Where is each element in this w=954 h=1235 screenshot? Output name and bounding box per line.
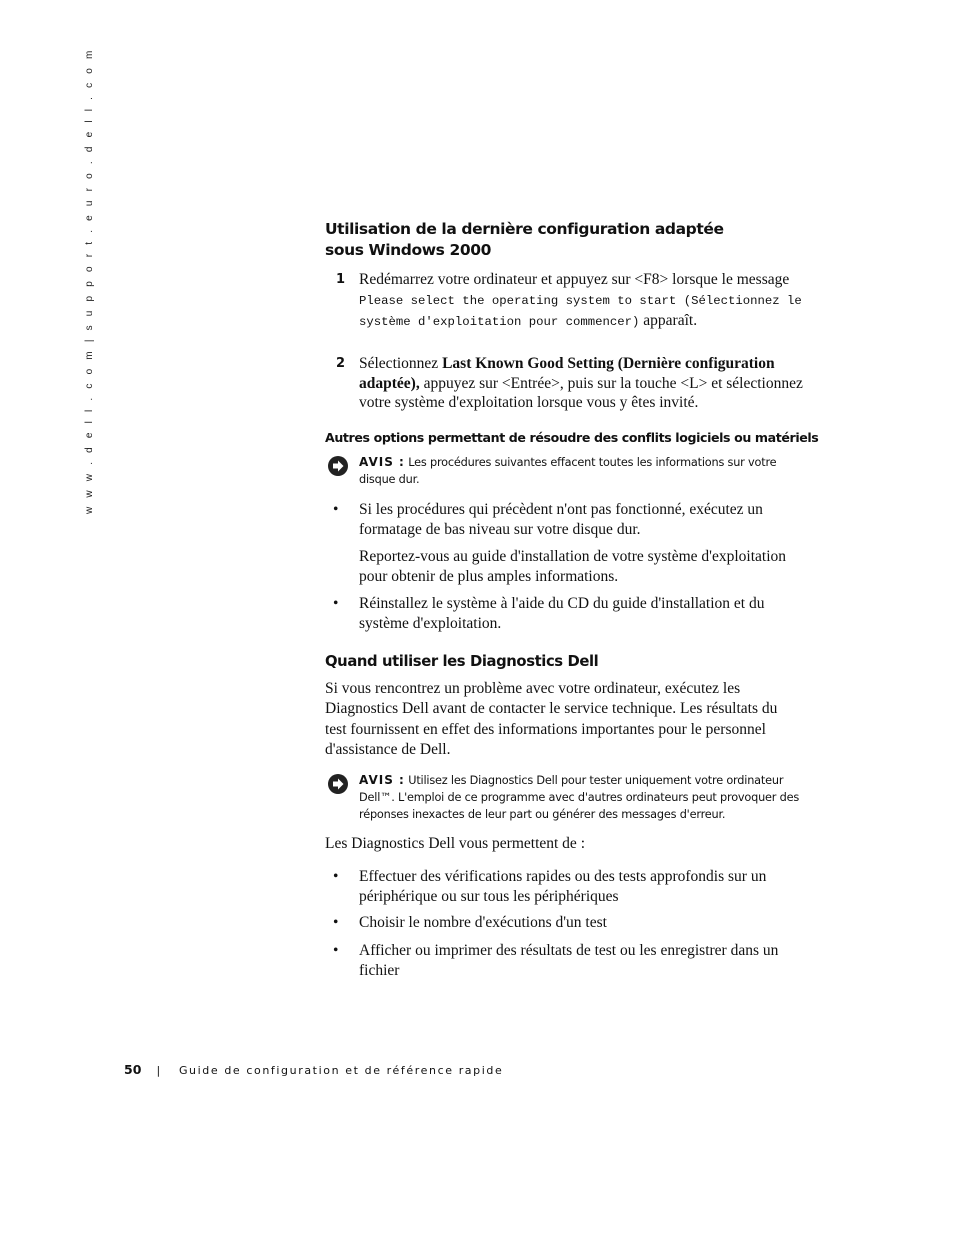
notice-2 bbox=[325, 772, 815, 826]
side-url-text: w w w . d e l l . c o m | s u p p o r t . e u r o . d e l l . c o m bbox=[84, 47, 95, 514]
paragraph-diagnostics-allow: Les Diagnostics Dell vous permettent de : bbox=[325, 835, 585, 852]
step-2-text-b: appuyez sur <Entrée>, puis sur la touche <L> et sélectionnez votre système d'exploitation lorsque vous y êtes invité. bbox=[359, 374, 803, 411]
step-2-number: 2 bbox=[336, 356, 346, 371]
bullet-low-level-format bbox=[325, 500, 810, 540]
list-item-text: Choisir le nombre d'exécutions d'un test bbox=[359, 914, 607, 931]
notice-arrow-icon bbox=[328, 456, 348, 476]
step-2-text bbox=[359, 354, 809, 413]
page-footer bbox=[124, 1062, 503, 1077]
notice-1-text: Les procédures suivantes effacent toutes les informations sur votre disque dur. bbox=[359, 456, 777, 486]
notice-1-label: AVIS : bbox=[359, 455, 405, 469]
bullet-mark: • bbox=[333, 595, 339, 612]
notice-1 bbox=[325, 454, 815, 490]
paragraph-diagnostics-intro: Si vous rencontrez un problème avec votre ordinateur, exécutez les Diagnostics Dell avant de contacter le service technique. Les résultats du test fournissent en effet des informations importantes pour le personnel d'assistance de Dell. bbox=[325, 680, 778, 758]
notice-2-label: AVIS : bbox=[359, 773, 405, 787]
step-2-bold: Last Known Good Setting (Dernière configuration adaptée), bbox=[359, 355, 775, 392]
step-1-text-a: Redémarrez votre ordinateur et appuyez sur <F8> lorsque le message bbox=[359, 271, 790, 288]
notice-2-text-block bbox=[359, 772, 815, 823]
list-item-text: Afficher ou imprimer des résultats de test ou les enregistrer dans un fichier bbox=[359, 942, 779, 979]
step-1-text-b: apparaît. bbox=[643, 312, 698, 329]
step-1-code: Please select the operating system to start (Sélectionnez le système d'exploitation pour commencer) bbox=[359, 293, 802, 329]
footer-separator: | bbox=[156, 1064, 162, 1077]
bullet-mark: • bbox=[333, 914, 339, 931]
notice-1-text-block bbox=[359, 454, 815, 488]
notice-arrow-icon bbox=[328, 774, 348, 794]
list-item-text: Effectuer des vérifications rapides ou des tests approfondis sur un périphérique ou sur tous les périphériques bbox=[359, 868, 767, 905]
heading-when-diagnostics: Quand utiliser les Diagnostics Dell bbox=[325, 653, 599, 670]
step-1-text bbox=[359, 270, 809, 333]
bullet-text: Si les procédures qui précèdent n'ont pas fonctionné, exécutez un formatage de bas niveau sur votre disque dur. bbox=[359, 501, 763, 538]
step-1-number: 1 bbox=[336, 272, 346, 287]
heading-last-known-good: Utilisation de la dernière configuration adaptée sous Windows 2000 bbox=[325, 220, 724, 259]
step-2 bbox=[325, 354, 810, 414]
list-item bbox=[325, 867, 810, 907]
bullet-mark: • bbox=[333, 868, 339, 885]
bullet-mark: • bbox=[333, 942, 339, 959]
step-1 bbox=[325, 270, 810, 346]
paragraph-see-guide bbox=[325, 547, 810, 587]
list-item bbox=[325, 941, 810, 981]
footer-title: Guide de configuration et de référence rapide bbox=[178, 1064, 504, 1077]
heading-other-options: Autres options permettant de résoudre des conflits logiciels ou matériels bbox=[325, 430, 819, 445]
bullet-text: Réinstallez le système à l'aide du CD du guide d'installation et du système d'exploitation. bbox=[359, 595, 765, 632]
page-number: 50 bbox=[124, 1062, 142, 1077]
step-2-text-a: Sélectionnez bbox=[359, 355, 439, 372]
list-item bbox=[325, 913, 810, 933]
side-url bbox=[84, 47, 98, 514]
bullet-reinstall bbox=[325, 594, 810, 634]
paragraph-see-guide-text: Reportez-vous au guide d'installation de votre système d'exploitation pour obtenir de plus amples informations. bbox=[359, 548, 786, 585]
bullet-mark: • bbox=[333, 501, 339, 518]
notice-2-text: Utilisez les Diagnostics Dell pour tester uniquement votre ordinateur Dell™. L'emploi de ce programme avec d'autres ordinateurs peut provoquer des réponses inexactes de leur part ou générer des messages d'erreur. bbox=[359, 774, 800, 821]
